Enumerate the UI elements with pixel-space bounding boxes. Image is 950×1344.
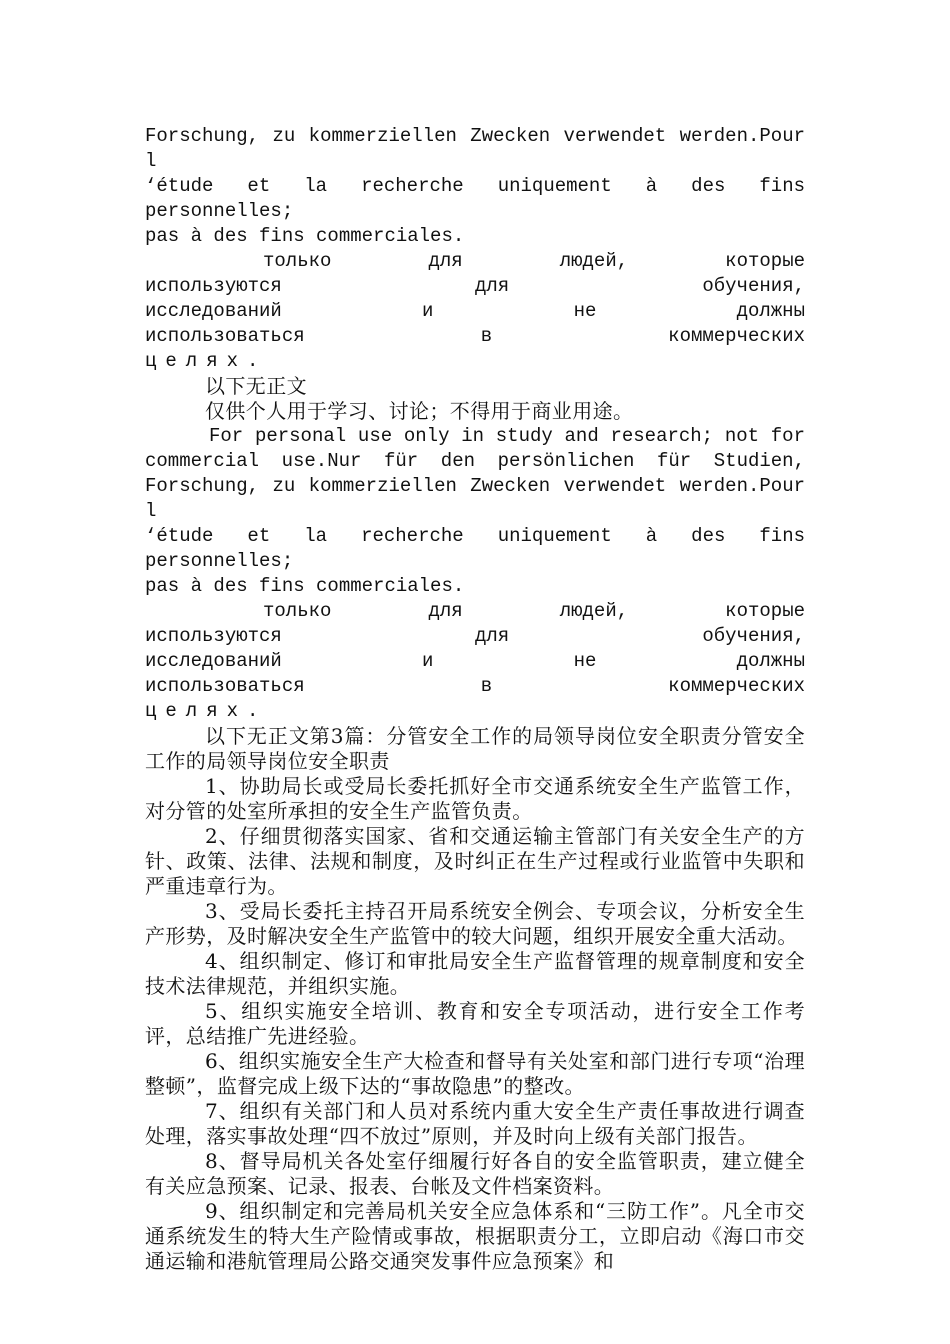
duty-item: 7、组织有关部门和人员对系统内重大安全生产责任事故进行调查处理，落实事故处理“四不放过”原则，并及时向上级有关部门报告。 — [145, 1099, 805, 1148]
duty-item: 9、组织制定和完善局机关安全应急体系和“三防工作”。凡全市交通系统发生的特大生产险情或事故，根据职责分工，立即启动《海口市交通运输和港航管理局公路交通突发事件应急预案》和 — [145, 1199, 805, 1273]
en-line: ‘étude et la recherche uniquement à des fins personnelles; — [145, 525, 805, 572]
en-line: Forschung, zu kommerziellen Zwecken verwendet werden.Pour l — [145, 475, 805, 522]
duty-item: 6、组织实施安全生产大检查和督导有关处室和部门进行专项“治理整顿”，监督完成上级下达的“事故隐患”的整改。 — [145, 1049, 805, 1098]
ru-line: использоваться в коммерческих — [145, 325, 805, 347]
ru-line: целях. — [145, 700, 268, 722]
ru-line: исследований и не должны — [145, 650, 805, 672]
en-line: pas à des fins commerciales. — [145, 575, 465, 597]
en-line: Forschung, zu kommerziellen Zwecken verwendet werden.Pour l — [145, 125, 805, 172]
en-line: pas à des fins commerciales. — [145, 225, 465, 247]
en-line: For personal use only in study and research; not for — [209, 425, 805, 447]
ru-line: только для людей, которые — [263, 250, 805, 272]
disclaimer-block-2 — [145, 424, 805, 724]
ru-line: исследований и не должны — [145, 300, 805, 322]
no-text-note: 以下无正文 — [205, 374, 307, 398]
ru-line: использоваться в коммерческих — [145, 675, 805, 697]
en-line: ‘étude et la recherche uniquement à des fins personnelles; — [145, 175, 805, 222]
duty-item: 4、组织制定、修订和审批局安全生产监督管理的规章制度和安全技术法律规范，并组织实施。 — [145, 949, 805, 998]
cn-notice: 仅供个人用于学习、讨论；不得用于商业用途。 — [205, 399, 634, 423]
ru-line: используются для обучения, — [145, 275, 805, 297]
article-heading: 以下无正文第3篇：分管安全工作的局领导岗位安全职责分管安全工作的局领导岗位安全职责 — [145, 724, 805, 773]
disclaimer-block-1 — [145, 124, 805, 424]
document-page — [145, 124, 805, 1274]
duty-item: 5、组织实施安全培训、教育和安全专项活动，进行安全工作考评，总结推广先进经验。 — [145, 999, 805, 1048]
duty-item: 2、仔细贯彻落实国家、省和交通运输主管部门有关安全生产的方针、政策、法律、法规和制度，及时纠正在生产过程或行业监管中失职和严重违章行为。 — [145, 824, 805, 898]
ru-line: используются для обучения, — [145, 625, 805, 647]
ru-line: только для людей, которые — [263, 600, 805, 622]
duty-item: 8、督导局机关各处室仔细履行好各自的安全监管职责，建立健全有关应急预案、记录、报表、台帐及文件档案资料。 — [145, 1149, 805, 1198]
duty-item: 1、协助局长或受局长委托抓好全市交通系统安全生产监管工作，对分管的处室所承担的安全生产监管负责。 — [145, 774, 805, 823]
article-body — [145, 724, 805, 1274]
ru-line: целях. — [145, 350, 268, 372]
en-line: commercial use.Nur für den persönlichen für Studien, — [145, 450, 805, 472]
duty-item: 3、受局长委托主持召开局系统安全例会、专项会议，分析安全生产形势，及时解决安全生产监管中的较大问题，组织开展安全重大活动。 — [145, 899, 805, 948]
